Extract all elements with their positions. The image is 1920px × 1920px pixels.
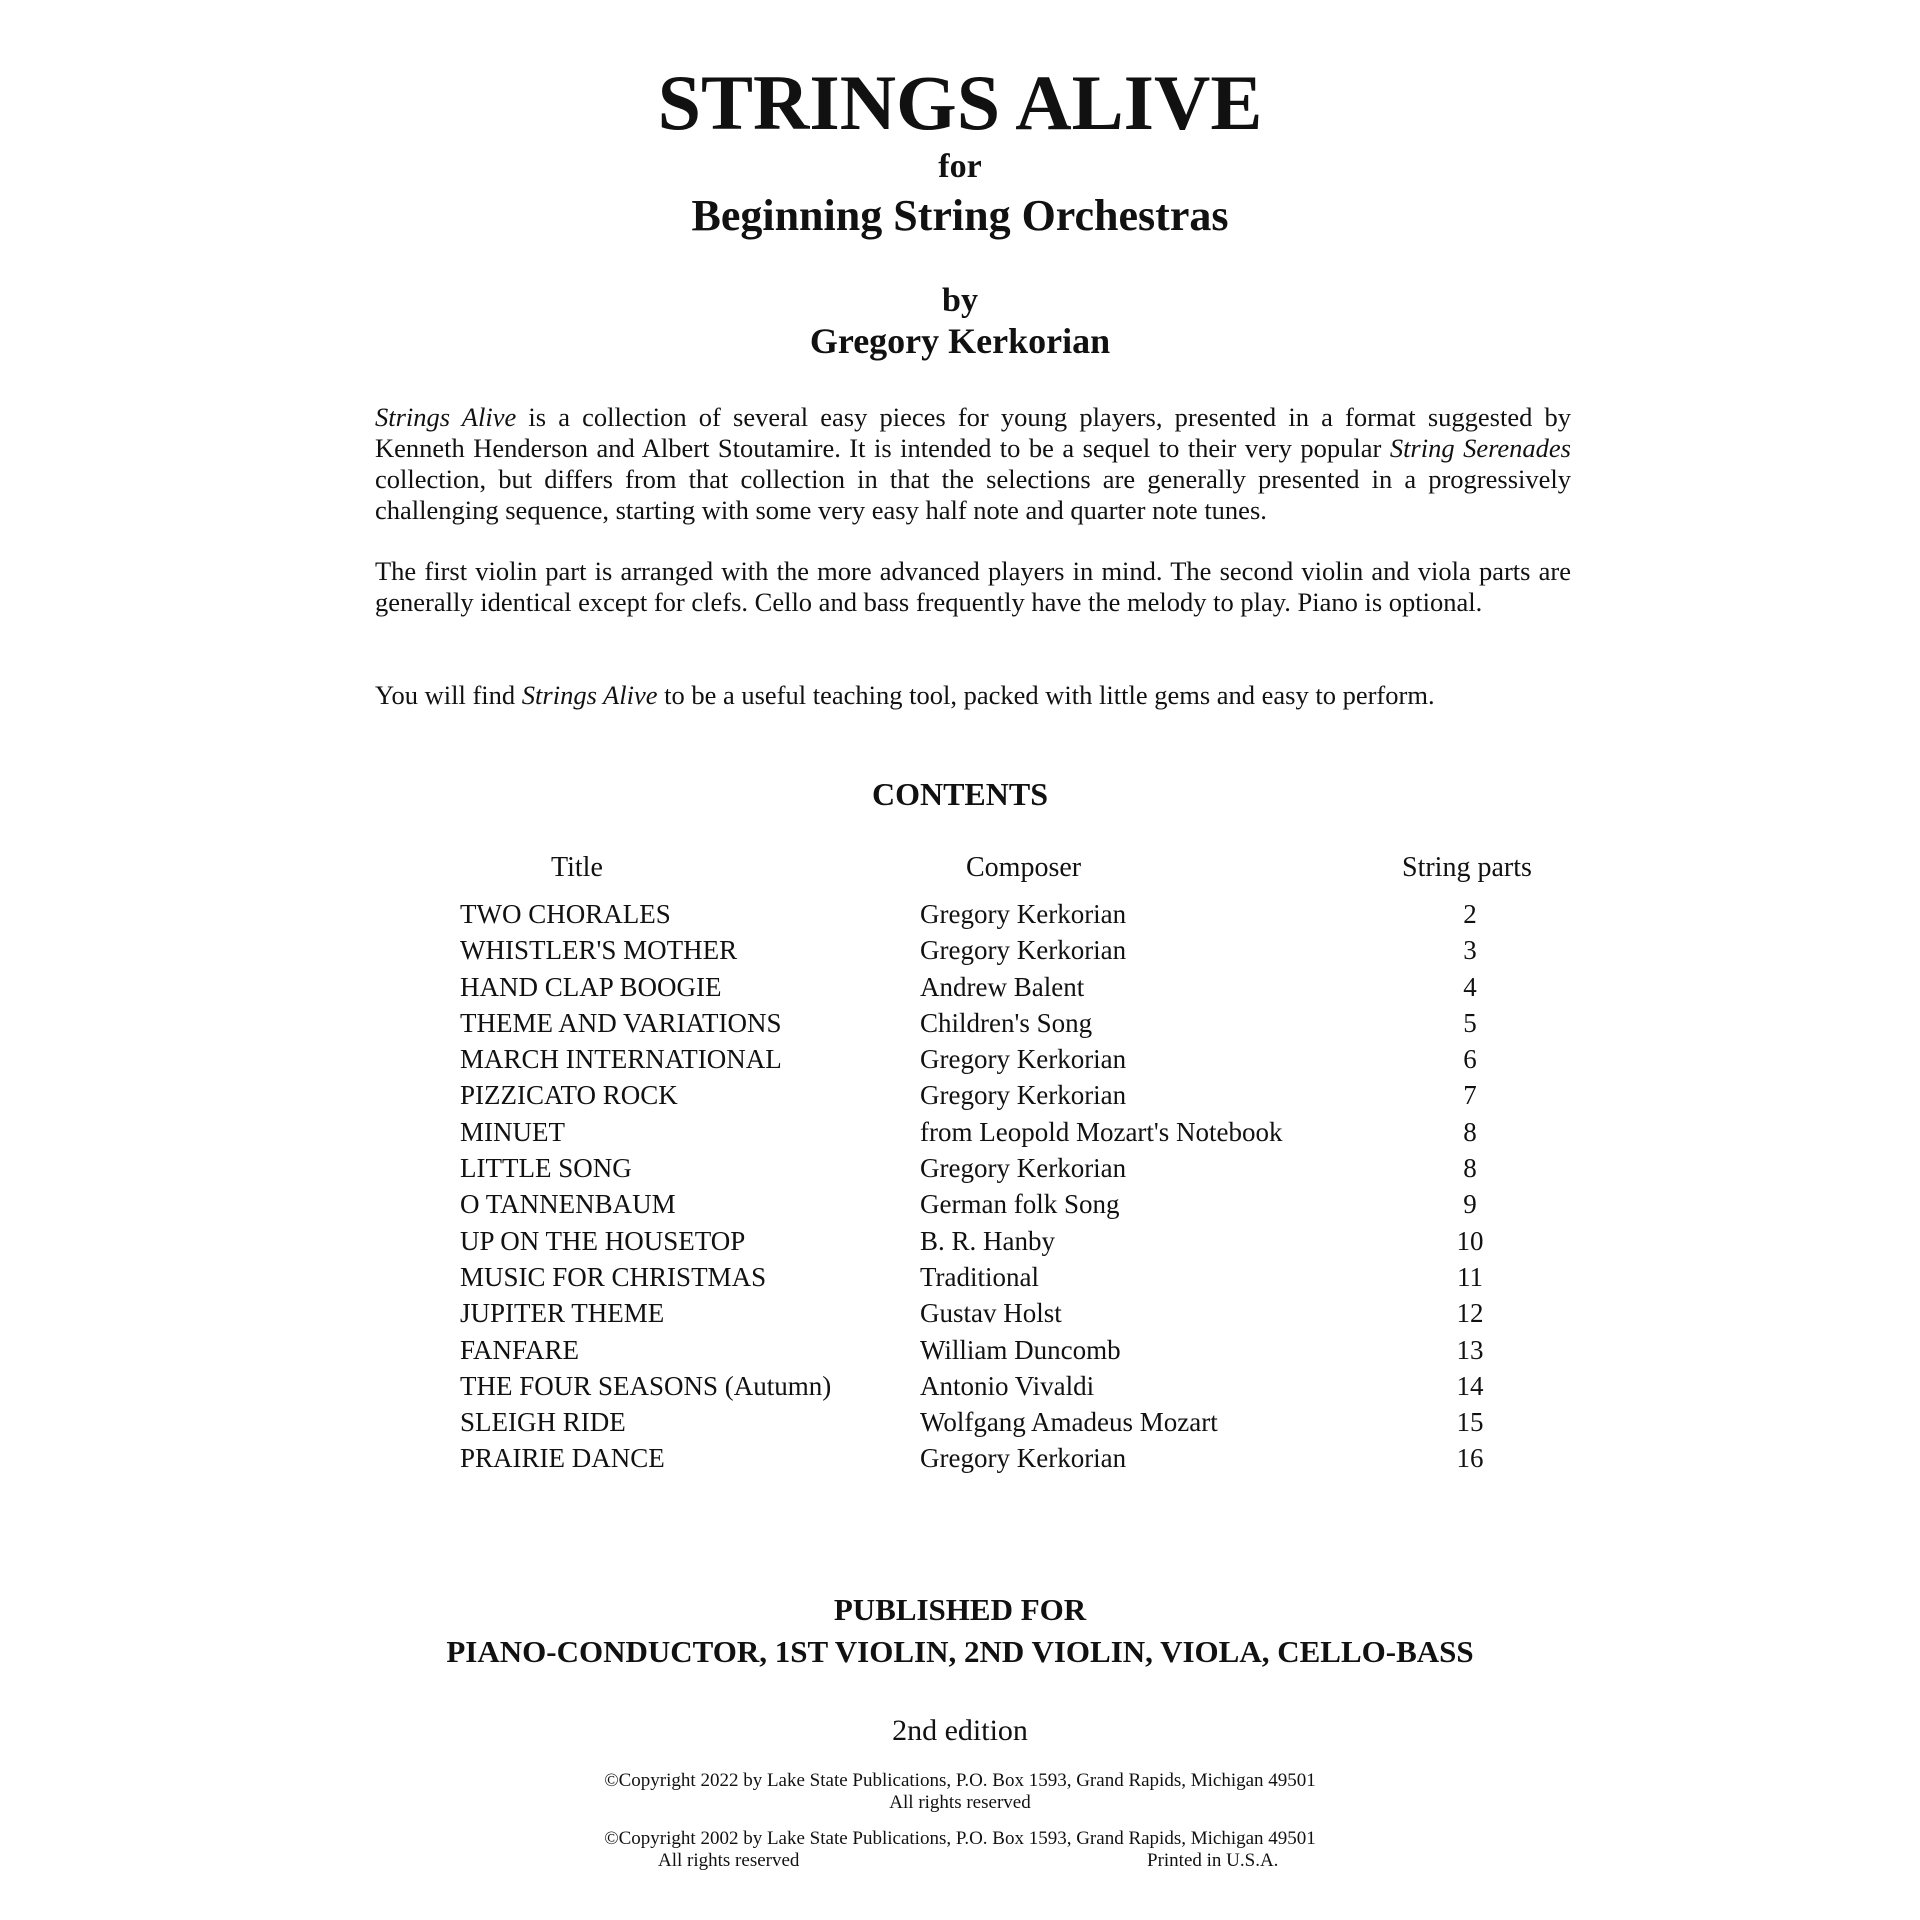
contents-row-composer: Gregory Kerkorian — [920, 1443, 1127, 1474]
author-name: Gregory Kerkorian — [809, 321, 1111, 361]
contents-row-title: O TANNENBAUM — [460, 1189, 676, 1220]
contents-row-part: 8 — [1463, 1153, 1477, 1184]
contents-row-part: 9 — [1463, 1189, 1477, 1220]
contents-row-composer: Gregory Kerkorian — [920, 899, 1127, 929]
title-for: for — [938, 148, 982, 185]
contents-row-part: 14 — [1456, 1370, 1484, 1401]
intro-text: to be a useful teaching tool, packed with little gems and easy to perform. — [657, 680, 1435, 710]
contents-row-composer: William Duncomb — [920, 1334, 1121, 1365]
contents-row-title: HAND CLAP BOOGIE — [460, 971, 722, 1002]
book-subtitle: Beginning String Orchestras — [691, 191, 1229, 240]
contents-row-part: 11 — [1457, 1261, 1483, 1292]
contents-row-part: 10 — [1456, 1225, 1484, 1256]
contents-row-composer: Antonio Vivaldi — [920, 1370, 1095, 1401]
contents-row-title: LITTLE SONG — [460, 1153, 632, 1184]
contents-row-part: 7 — [1463, 1080, 1477, 1111]
contents-row-composer: Traditional — [920, 1261, 1040, 1292]
contents-row-part: 5 — [1463, 1007, 1477, 1038]
contents-row-part: 8 — [1463, 1116, 1477, 1147]
intro-italic-title: Strings Alive — [375, 402, 517, 432]
published-for-heading: PUBLISHED FOR — [833, 1592, 1087, 1627]
contents-heading: CONTENTS — [871, 776, 1049, 812]
contents-row — [0, 1332, 1920, 1368]
rights-reserved-2022: All rights reserved — [889, 1792, 1031, 1813]
contents-row — [0, 896, 1920, 932]
contents-row — [0, 1295, 1920, 1331]
contents-row — [0, 1077, 1920, 1113]
contents-row-composer: Andrew Balent — [920, 971, 1085, 1002]
contents-row — [0, 969, 1920, 1005]
column-header-composer: Composer — [966, 852, 1082, 883]
contents-row-composer: German folk Song — [920, 1189, 1120, 1220]
contents-row — [0, 1368, 1920, 1404]
printed-in-usa: Printed in U.S.A. — [1147, 1850, 1279, 1871]
intro-text: You will find — [375, 680, 522, 710]
contents-row-part: 4 — [1463, 971, 1477, 1002]
contents-row-composer: Gustav Holst — [920, 1298, 1062, 1329]
by-line: by — [942, 282, 978, 319]
contents-row-composer: Gregory Kerkorian — [920, 1153, 1127, 1184]
contents-row-title: SLEIGH RIDE — [460, 1407, 626, 1438]
contents-row-composer: Children's Song — [920, 1007, 1093, 1038]
contents-row-composer: from Leopold Mozart's Notebook — [920, 1116, 1283, 1147]
contents-row-part: 2 — [1463, 899, 1477, 929]
contents-row-composer: Gregory Kerkorian — [920, 1080, 1127, 1111]
contents-row-title: TWO CHORALES — [460, 899, 671, 929]
contents-row-title: THE FOUR SEASONS (Autumn) — [460, 1370, 832, 1401]
column-header-string-parts: String parts — [1402, 852, 1532, 883]
copyright-2022: ©Copyright 2022 by Lake State Publications, P.O. Box 1593, Grand Rapids, Michigan 49501 — [604, 1770, 1316, 1791]
contents-row — [0, 1114, 1920, 1150]
contents-row-title: UP ON THE HOUSETOP — [460, 1225, 746, 1256]
contents-row-title: MARCH INTERNATIONAL — [460, 1044, 782, 1075]
contents-row-title: FANFARE — [460, 1334, 580, 1365]
contents-row-title: PRAIRIE DANCE — [460, 1443, 665, 1474]
contents-row-title: JUPITER THEME — [460, 1298, 665, 1329]
contents-row — [0, 1404, 1920, 1440]
column-header-title: Title — [551, 852, 603, 883]
intro-paragraph-3 — [375, 680, 1571, 711]
contents-row — [0, 932, 1920, 968]
contents-table — [0, 896, 1920, 1477]
contents-row — [0, 1186, 1920, 1222]
intro-text: collection, but differs from that collection in that the selections are generally presented in a progressively challenging sequence, starting with some very easy half note and quarter note tunes. — [375, 464, 1571, 525]
contents-row-part: 12 — [1456, 1298, 1484, 1329]
contents-row — [0, 1440, 1920, 1476]
contents-row-part: 6 — [1463, 1044, 1477, 1075]
contents-row — [0, 1041, 1920, 1077]
rights-reserved-2002: All rights reserved — [658, 1850, 800, 1871]
contents-row-title: MUSIC FOR CHRISTMAS — [460, 1261, 767, 1292]
contents-row — [0, 1150, 1920, 1186]
intro-italic-collection: String Serenades — [1389, 433, 1571, 463]
contents-row-title: WHISTLER'S MOTHER — [460, 935, 738, 966]
book-title: STRINGS ALIVE — [657, 59, 1263, 146]
intro-paragraph-2: The first violin part is arranged with the more advanced players in mind. The second violin and viola parts are generally identical except for clefs. Cello and bass frequently have the melody to play. Piano is optional. — [375, 556, 1571, 617]
contents-row-part: 16 — [1456, 1443, 1484, 1474]
contents-row-composer: B. R. Hanby — [920, 1225, 1055, 1256]
contents-row-composer: Wolfgang Amadeus Mozart — [920, 1407, 1218, 1438]
published-parts-list: PIANO-CONDUCTOR, 1ST VIOLIN, 2ND VIOLIN, VIOLA, CELLO-BASS — [446, 1634, 1474, 1669]
contents-row — [0, 1259, 1920, 1295]
contents-row-title: THEME AND VARIATIONS — [460, 1007, 782, 1038]
contents-row-composer: Gregory Kerkorian — [920, 935, 1127, 966]
edition-label: 2nd edition — [892, 1714, 1028, 1747]
contents-row-part: 15 — [1456, 1407, 1484, 1438]
contents-row-part: 3 — [1463, 935, 1477, 966]
contents-row-title: MINUET — [460, 1116, 565, 1147]
copyright-2002: ©Copyright 2002 by Lake State Publications, P.O. Box 1593, Grand Rapids, Michigan 49501 — [604, 1828, 1316, 1849]
intro-paragraph-1 — [375, 402, 1571, 526]
contents-row-part: 13 — [1456, 1334, 1484, 1365]
contents-row-composer: Gregory Kerkorian — [920, 1044, 1127, 1075]
contents-row — [0, 1223, 1920, 1259]
contents-row-title: PIZZICATO ROCK — [460, 1080, 678, 1111]
contents-row — [0, 1005, 1920, 1041]
intro-text: is a collection of several easy pieces for young players, presented in a format suggested by Kenneth Henderson and Albert Stoutamire. It is intended to be a sequel to their very popular — [375, 402, 1571, 463]
intro-italic-title: Strings Alive — [521, 680, 658, 710]
